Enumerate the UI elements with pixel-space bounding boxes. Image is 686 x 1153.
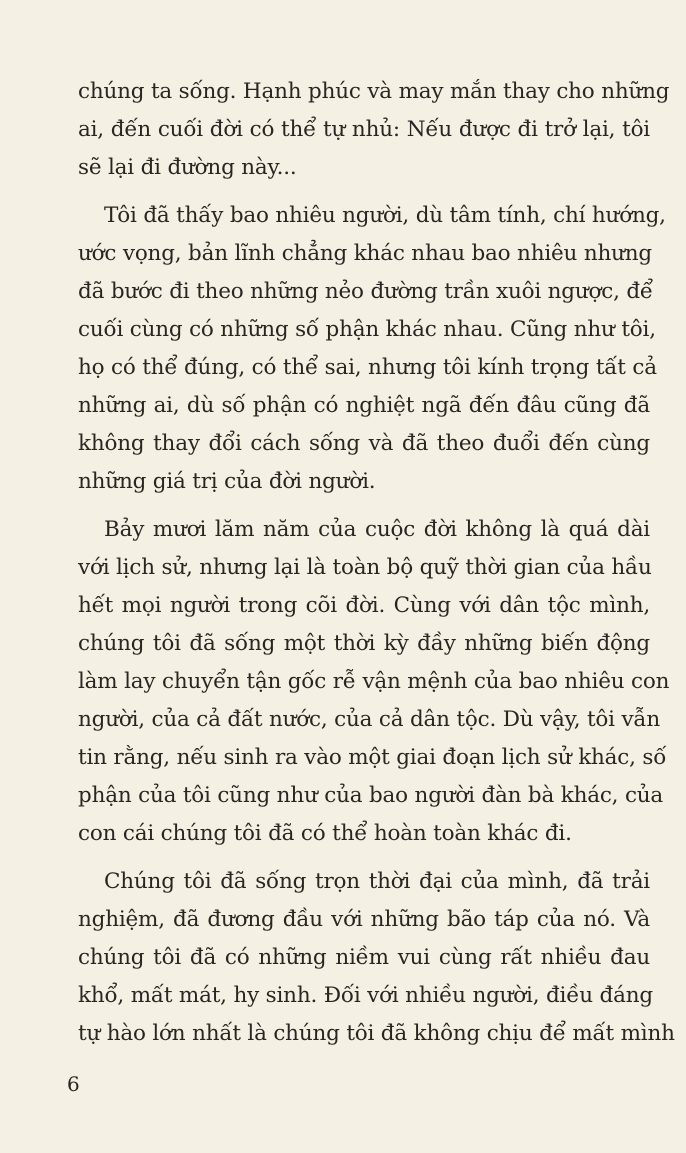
text-line: ai, đến cuối đời có thể tự nhủ: Nếu được đi trở lại, tôi (78, 117, 650, 142)
text-line: con cái chúng tôi đã có thể hoàn toàn khác đi. (78, 821, 572, 846)
text-line: sẽ lại đi đường này... (78, 155, 297, 180)
text-line: nghiệm, đã đương đầu với những bão táp của nó. Và (78, 907, 650, 932)
page-number: 6 (67, 1072, 80, 1096)
text-line: tin rằng, nếu sinh ra vào một giai đoạn lịch sử khác, số (78, 745, 667, 770)
text-line: đã bước đi theo những nẻo đường trần xuôi ngược, để (78, 279, 653, 304)
text-line: chúng tôi đã có những niềm vui cùng rất nhiều đau (78, 945, 650, 970)
paragraph-1 (78, 73, 670, 187)
text-line: người, của cả đất nước, của cả dân tộc. Dù vậy, tôi vẫn (78, 707, 661, 732)
paragraph-2 (78, 197, 666, 501)
text-line: chúng ta sống. Hạnh phúc và may mắn thay cho những (78, 79, 670, 104)
text-line: họ có thể đúng, có thể sai, nhưng tôi kính trọng tất cả (78, 355, 657, 380)
text-line: tự hào lớn nhất là chúng tôi đã không chịu để mất mình (78, 1021, 675, 1046)
text-line: chúng tôi đã sống một thời kỳ đầy những biến động (78, 631, 650, 656)
text-line: làm lay chuyển tận gốc rễ vận mệnh của bao nhiêu con (78, 669, 670, 694)
text-line: Chúng tôi đã sống trọn thời đại của mình, đã trải (104, 869, 650, 894)
paragraph-4 (78, 863, 675, 1053)
paragraph-3 (78, 511, 670, 853)
text-line: với lịch sử, nhưng lại là toàn bộ quỹ thời gian của hầu (78, 555, 652, 580)
text-line: Bảy mươi lăm năm của cuộc đời không là quá dài (104, 517, 650, 542)
text-line: phận của tôi cũng như của bao người đàn bà khác, của (78, 783, 664, 808)
text-line: những giá trị của đời người. (78, 469, 376, 494)
text-line: Tôi đã thấy bao nhiêu người, dù tâm tính, chí hướng, (104, 203, 666, 228)
text-line: khổ, mất mát, hy sinh. Đối với nhiều người, điều đáng (78, 983, 653, 1008)
text-line: ước vọng, bản lĩnh chẳng khác nhau bao nhiêu nhưng (78, 241, 652, 266)
text-line: cuối cùng có những số phận khác nhau. Cũng như tôi, (78, 317, 656, 342)
text-line: không thay đổi cách sống và đã theo đuổi đến cùng (78, 431, 650, 456)
body-text (78, 73, 675, 1063)
text-line: những ai, dù số phận có nghiệt ngã đến đâu cũng đã (78, 393, 650, 418)
text-line: hết mọi người trong cõi đời. Cùng với dân tộc mình, (78, 593, 650, 618)
